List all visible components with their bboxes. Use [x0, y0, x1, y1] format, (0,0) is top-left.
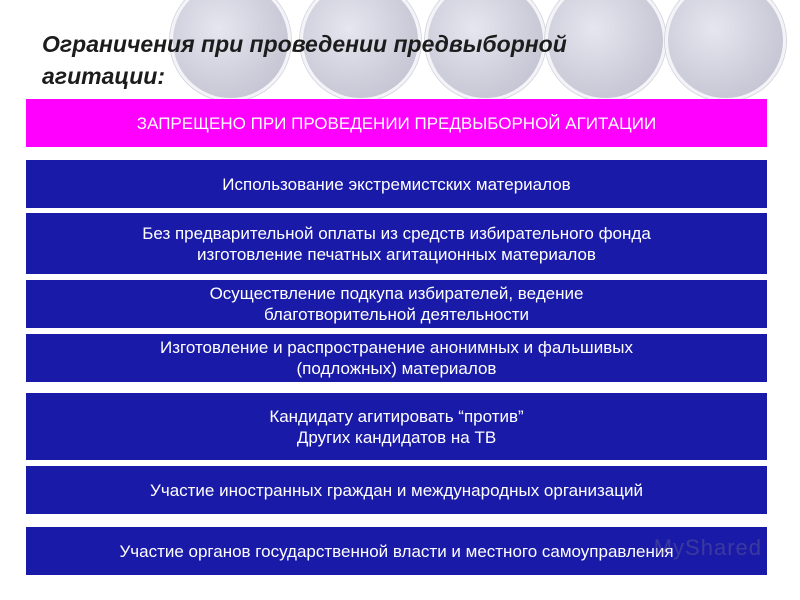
prohibited-header-band — [26, 99, 767, 147]
restriction-item-text: Изготовление и распространение анонимных и фальшивых (подложных) материалов — [160, 338, 633, 378]
restriction-item — [26, 280, 767, 328]
restriction-item-text: Осуществление подкупа избирателей, ведение благотворительной деятельности — [209, 284, 584, 324]
decorative-circle — [665, 0, 786, 101]
restriction-item — [26, 160, 767, 208]
slide-title: Ограничения при проведении предвыборной агитации: — [42, 31, 567, 89]
watermark-logo: MyShared — [653, 535, 762, 560]
restriction-item — [26, 393, 767, 460]
restriction-item-text: Кандидату агитировать “против” Других кандидатов на ТВ — [269, 406, 524, 447]
restriction-item-text: Без предварительной оплаты из средств избирательного фонда изготовление печатных агитационных материалов — [142, 223, 651, 264]
restriction-item — [26, 334, 767, 382]
restriction-item — [26, 213, 767, 274]
restriction-item-text: Участие иностранных граждан и международных организаций — [150, 480, 643, 500]
restriction-item-text: Участие органов государственной власти и местного самоуправления — [119, 541, 674, 561]
restriction-item-text: Использование экстремистских материалов — [222, 174, 571, 194]
restriction-item — [26, 466, 767, 514]
prohibited-header-text: ЗАПРЕЩЕНО ПРИ ПРОВЕДЕНИИ ПРЕДВЫБОРНОЙ АГИТАЦИИ — [136, 113, 657, 133]
